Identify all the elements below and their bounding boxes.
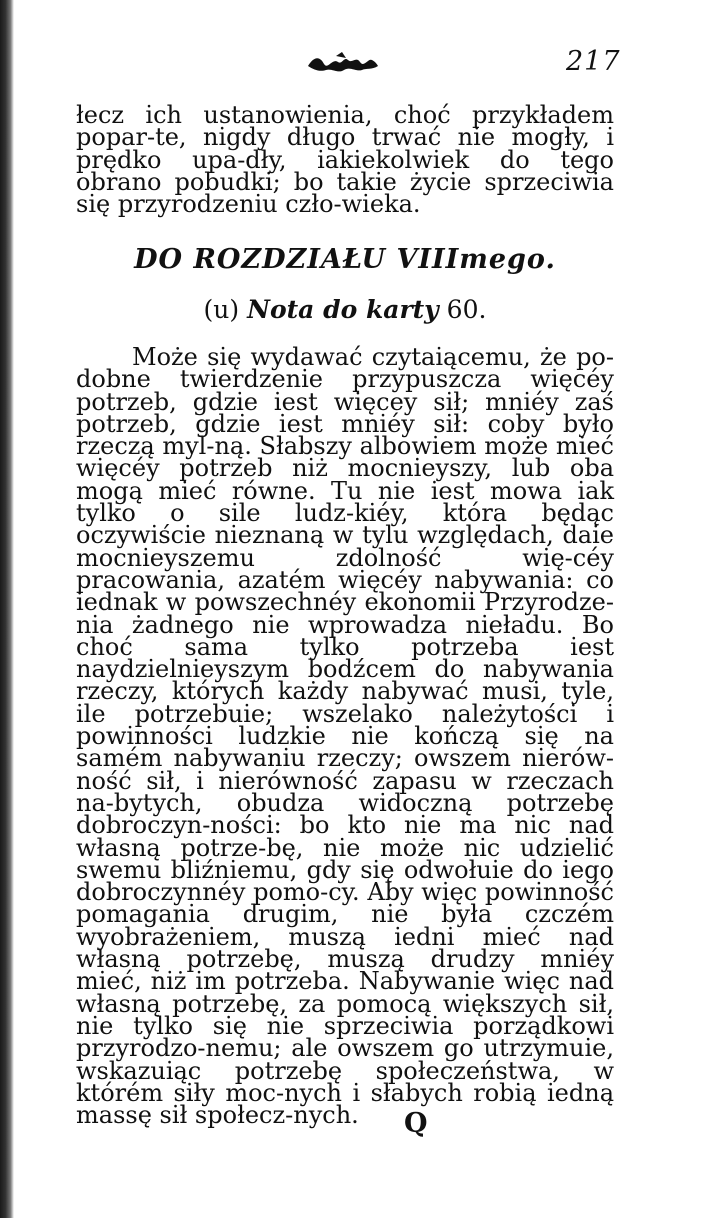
note-body-paragraph	[76, 343, 614, 1130]
page-number: 217	[566, 46, 621, 77]
section-heading: DO ROZDZIAŁU VIIImego.	[134, 244, 556, 275]
page-header	[0, 44, 720, 84]
note-body-text: Może się wydawać czytaiącemu, że po-dobne twierdzenie przypuszcza więcéy potrzeb, gdzie iest więcey sił; mniéy zaś potrzeb, gdzie iest mniéy sił: coby było rzeczą myl-ną. Słabszy albowiem może mieć więcéy potrzeb niż mocnieyszy, lub oba mogą mieć równe. Tu nie iest mowa iak tylko o sile ludz-kiéy, która będąc oczywiście nieznaną w tylu względach, daie mocnieyszemu zdolność wię-céy pracowania, azatém więcéy nabywania: co iednak w powszechnéy ekonomii Przyrodze-nia żadnego nie wprowadza nieładu. Bo choć sama tylko potrzeba iest naydzielnieyszym bodźcem do nabywania rzeczy, których każdy nabywać musi, tyle, ile potrzebuie; wszelako należytości i powinności ludzkie nie kończą się na samém nabywaniu rzeczy; owszem nierów-ność sił, i nierówność zapasu w rzeczach na-bytych, obudza widoczną potrzebę dobroczyn-ności: bo kto nie ma nic nad własną potrze-bę, nie może nic udzielić swemu bliźniemu, gdy się odwołuie do iego dobroczynnéy pomo-cy. Aby więc powinność pomagania drugim, nie była czczém wyobrażeniem, muszą iedni mieć nad własną potrzebę, muszą drudzy mniéy mieć, niż im potrzeba. Nabywanie więc nad własną potrzebę, za pomocą większych sił, nie tylko się nie sprzeciwia porządkowi przyrodzo-nemu; ale owszem go utrzymuie, wskazuiąc potrzebę społeczeństwa, w którém siły moc-nych i słabych robią iedną massę sił społecz-nych.	[76, 343, 614, 1130]
note-reference	[76, 295, 614, 324]
binding-gutter	[0, 0, 14, 1218]
note-reference-text: Nota do karty	[247, 295, 439, 324]
note-marker: (u)	[203, 295, 240, 324]
decorative-fleuron-icon	[306, 52, 380, 74]
continued-paragraph: łecz ich ustanowienia, choć przykładem popar-te, nigdy długo trwać nie mogły, i prędko upa-dły, iakiekolwiek do tego obrano pobudki; bo takie życie sprzeciwia się przyrodzeniu czło-wieka.	[76, 101, 614, 219]
note-page: 60.	[446, 295, 487, 324]
signature-mark: Q	[404, 1108, 428, 1139]
